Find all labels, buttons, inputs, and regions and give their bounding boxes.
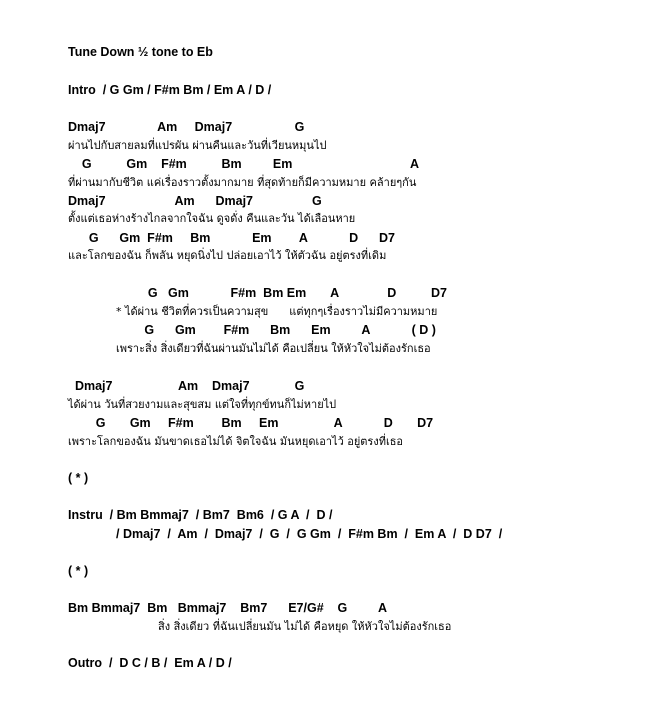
intro-line: Intro / G Gm / F#m Bm / Em A / D / <box>68 83 272 97</box>
verse2-chords-1: Dmaj7 Am Dmaj7 G <box>68 379 305 393</box>
verse1-chords-3: Dmaj7 Am Dmaj7 G <box>68 194 322 208</box>
verse2-lyric-2: เพราะโลกของฉัน มันขาดเธอไม่ได้ จิตใจฉัน มันหยุดเอาไว้ อยู่ตรงที่เธอ <box>68 435 404 448</box>
bridge-chords: Bm Bmmaj7 Bm Bmmaj7 Bm7 E7/G# G A <box>68 601 388 615</box>
verse1-chords-4: G Gm F#m Bm Em A D D7 <box>68 231 395 245</box>
instrumental-line-1: Instru / Bm Bmmaj7 / Bm7 Bm6 / G A / D / <box>68 508 333 522</box>
verse1-chords-2: G Gm F#m Bm Em A <box>68 157 419 171</box>
outro-line: Outro / D C / B / Em A / D / <box>68 656 232 670</box>
bridge-lyric: สิ่ง สิ่งเดียว ที่ฉันเปลี่ยนมัน ไม่ได้ คือหยุด ให้หัวใจไม่ต้องรักเธอ <box>158 620 452 633</box>
verse2-lyric-1: ได้ผ่าน วันที่สวยงามและสุขสม แต่ใจที่ทุกข์ทนก็ไม่หายไป <box>68 398 337 411</box>
verse2-chords-2: G Gm F#m Bm Em A D D7 <box>68 416 434 430</box>
chorus-repeat-1: ( * ) <box>68 471 89 485</box>
verse1-lyric-2: ที่ผ่านมากับชีวิต แค่เรื่องราวตั้งมากมาย ที่สุดท้ายก็มีความหมาย คล้ายๆกัน <box>68 176 417 189</box>
chorus-lyric-2: เพราะสิ่ง สิ่งเดียวที่ฉันผ่านมันไม่ได้ คือเปลี่ยน ให้หัวใจไม่ต้องรักเธอ <box>116 342 431 355</box>
tuning-note: Tune Down ½ tone to Eb <box>68 45 213 59</box>
verse1-lyric-4: และโลกของฉัน ก็พลัน หยุดนิ่งไป ปล่อยเอาไว้ ให้ตัวฉัน อยู่ตรงที่เดิม <box>68 249 387 262</box>
chorus-repeat-2: ( * ) <box>68 564 89 578</box>
chorus-lyric-1: * ได้ผ่าน ชีวิตที่ควรเป็นความสุข แต่ทุกๆเรื่องราวไม่มีความหมาย <box>116 305 438 318</box>
chorus-chords-1: G Gm F#m Bm Em A D D7 <box>68 286 448 300</box>
instrumental-line-2: / Dmaj7 / Am / Dmaj7 / G / G Gm / F#m Bm / Em A / D D7 / <box>116 527 503 541</box>
chorus-chords-2: G Gm F#m Bm Em A ( D ) <box>68 323 436 337</box>
verse1-chords-1: Dmaj7 Am Dmaj7 G <box>68 120 305 134</box>
verse1-lyric-1: ผ่านไปกับสายลมที่แปรผัน ผ่านคืนและวันที่เวียนหมุนไป <box>68 139 327 152</box>
verse1-lyric-3: ตั้งแต่เธอห่างร้างไกลจากใจฉัน ดูจดั่ง คืนและวัน ได้เลือนหาย <box>68 212 356 225</box>
